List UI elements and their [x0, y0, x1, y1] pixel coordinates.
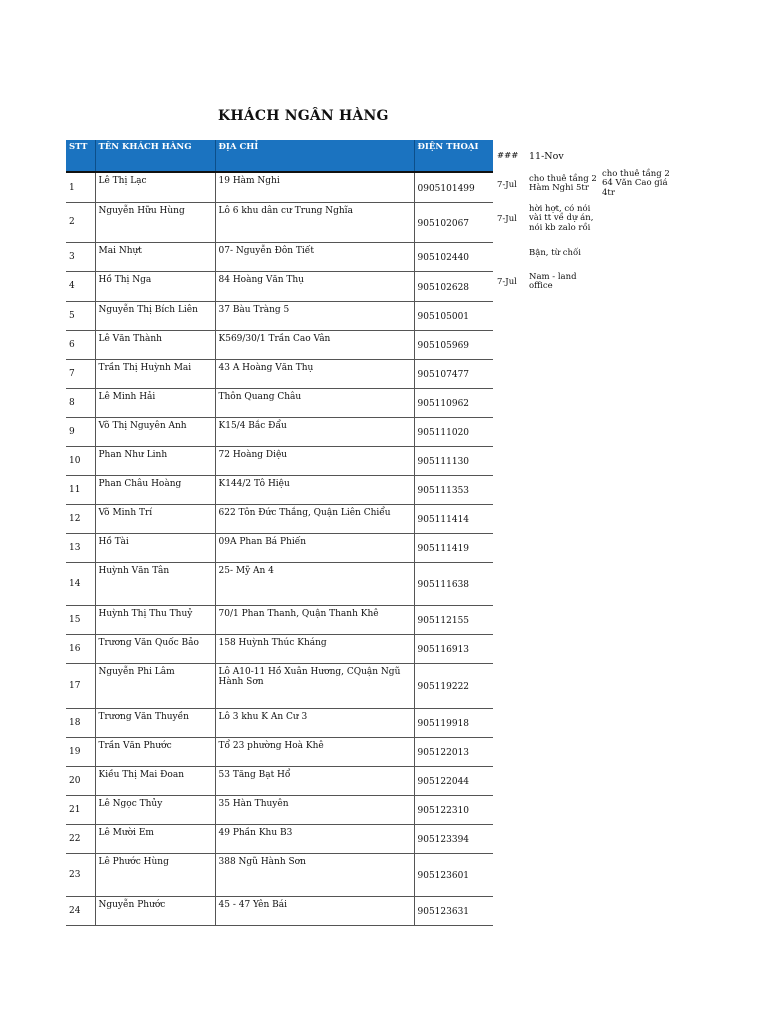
- table-row: [66, 853, 493, 896]
- table-row: [66, 202, 493, 242]
- row1-note-b: cho thuê tầng 2 64 Văn Cao giá 4tr: [602, 169, 670, 198]
- row-stt: 18: [66, 708, 95, 737]
- row-address: 84 Hoàng Văn Thụ: [215, 271, 414, 301]
- row-name: Huỳnh Thị Thu Thuỷ: [95, 605, 215, 634]
- table-row: [66, 359, 493, 388]
- row-name: Trương Văn Thuyền: [95, 708, 215, 737]
- row-name: Phan Như Linh: [95, 446, 215, 475]
- row-address: 72 Hoàng Diệu: [215, 446, 414, 475]
- table-row: [66, 388, 493, 417]
- row-stt: 10: [66, 446, 95, 475]
- col-header-name: TÊN KHÁCH HÀNG: [95, 140, 215, 172]
- table-row: [66, 737, 493, 766]
- row-name: Kiều Thị Mai Đoan: [95, 766, 215, 795]
- row-phone: 0905101499: [414, 172, 493, 202]
- row-name: Lê Phước Hùng: [95, 853, 215, 896]
- row-name: Nguyễn Phước: [95, 896, 215, 925]
- row-address: Lô 6 khu dân cư Trung Nghĩa: [215, 202, 414, 242]
- row-address: 49 Phần Khu B3: [215, 824, 414, 853]
- row-stt: 21: [66, 795, 95, 824]
- row-stt: 2: [66, 202, 95, 242]
- row-stt: 15: [66, 605, 95, 634]
- table-header-row: [66, 140, 493, 172]
- row-phone: 905119918: [414, 708, 493, 737]
- row-phone: 905122044: [414, 766, 493, 795]
- row-phone: 905102440: [414, 242, 493, 271]
- row-address: Lô A10-11 Hồ Xuân Hương, CQuận Ngũ Hành Sơn: [215, 663, 414, 708]
- row-name: Nguyễn Phi Lâm: [95, 663, 215, 708]
- row3-note: Bận, từ chối: [529, 248, 581, 258]
- row-phone: 905111130: [414, 446, 493, 475]
- row1-date: 7-Jul: [497, 180, 517, 190]
- row-phone: 905119222: [414, 663, 493, 708]
- row-name: Nguyễn Hữu Hùng: [95, 202, 215, 242]
- row-stt: 24: [66, 896, 95, 925]
- row-address: 70/1 Phan Thanh, Quận Thanh Khê: [215, 605, 414, 634]
- table-row: [66, 533, 493, 562]
- row-name: Nguyễn Thị Bích Liên: [95, 301, 215, 330]
- table-row: [66, 824, 493, 853]
- row-stt: 17: [66, 663, 95, 708]
- table-row: [66, 242, 493, 271]
- row-stt: 14: [66, 562, 95, 605]
- row-stt: 6: [66, 330, 95, 359]
- row-name: Hồ Tài: [95, 533, 215, 562]
- row-phone: 905105001: [414, 301, 493, 330]
- row-stt: 7: [66, 359, 95, 388]
- row-stt: 19: [66, 737, 95, 766]
- table-row: [66, 417, 493, 446]
- row-name: Lê Minh Hải: [95, 388, 215, 417]
- table-row: [66, 795, 493, 824]
- row-address: Lô 3 khu K An Cư 3: [215, 708, 414, 737]
- row-address: 19 Hàm Nghi: [215, 172, 414, 202]
- row-name: Mai Nhựt: [95, 242, 215, 271]
- customer-table: [66, 140, 493, 926]
- row-phone: 905122013: [414, 737, 493, 766]
- row-stt: 4: [66, 271, 95, 301]
- row-name: Trần Thị Huỳnh Mai: [95, 359, 215, 388]
- row-address: 388 Ngũ Hành Sơn: [215, 853, 414, 896]
- row-name: Lê Mười Em: [95, 824, 215, 853]
- table-row: [66, 605, 493, 634]
- table-row: [66, 446, 493, 475]
- row-address: 37 Bàu Tràng 5: [215, 301, 414, 330]
- row-stt: 9: [66, 417, 95, 446]
- row-phone: 905123631: [414, 896, 493, 925]
- table-row: [66, 634, 493, 663]
- row-stt: 22: [66, 824, 95, 853]
- row-phone: 905105969: [414, 330, 493, 359]
- row-phone: 905111020: [414, 417, 493, 446]
- row-phone: 905102628: [414, 271, 493, 301]
- row-address: 35 Hàn Thuyên: [215, 795, 414, 824]
- row-address: 07- Nguyễn Đôn Tiết: [215, 242, 414, 271]
- row-name: Trương Văn Quốc Bảo: [95, 634, 215, 663]
- table-row: [66, 663, 493, 708]
- row1-note-a: cho thuê tầng 2 Hàm Nghi 5tr: [529, 174, 597, 194]
- table-row: [66, 708, 493, 737]
- table-row: [66, 172, 493, 202]
- col-header-stt: STT: [66, 140, 95, 172]
- row-name: Trần Văn Phước: [95, 737, 215, 766]
- row-name: Lê Văn Thành: [95, 330, 215, 359]
- row-address: Tổ 23 phường Hoà Khê: [215, 737, 414, 766]
- row-address: 25- Mỹ An 4: [215, 562, 414, 605]
- row-phone: 905123601: [414, 853, 493, 896]
- row-stt: 20: [66, 766, 95, 795]
- table-row: [66, 330, 493, 359]
- row-name: Lê Ngọc Thủy: [95, 795, 215, 824]
- page-title: KHÁCH NGÂN HÀNG: [218, 108, 389, 124]
- row-address: 622 Tôn Đức Thắng, Quận Liên Chiểu: [215, 504, 414, 533]
- row-name: Võ Thị Nguyên Anh: [95, 417, 215, 446]
- row-address: Thôn Quang Châu: [215, 388, 414, 417]
- row-stt: 11: [66, 475, 95, 504]
- row-phone: 905122310: [414, 795, 493, 824]
- row-phone: 905111353: [414, 475, 493, 504]
- row-address: 53 Tăng Bạt Hổ: [215, 766, 414, 795]
- row2-date: 7-Jul: [497, 214, 517, 224]
- table-row: [66, 504, 493, 533]
- row-phone: 905110962: [414, 388, 493, 417]
- row-address: 43 A Hoàng Văn Thụ: [215, 359, 414, 388]
- row-stt: 5: [66, 301, 95, 330]
- row-name: Võ Minh Trí: [95, 504, 215, 533]
- table-row: [66, 301, 493, 330]
- table-row: [66, 271, 493, 301]
- table-row: [66, 562, 493, 605]
- row-name: Huỳnh Văn Tân: [95, 562, 215, 605]
- row-stt: 23: [66, 853, 95, 896]
- row-address: K15/4 Bắc Đẩu: [215, 417, 414, 446]
- table-row: [66, 475, 493, 504]
- row-address: 09A Phan Bá Phiến: [215, 533, 414, 562]
- row-stt: 3: [66, 242, 95, 271]
- date-header: 11-Nov: [529, 151, 564, 162]
- row-phone: 905111414: [414, 504, 493, 533]
- row-stt: 1: [66, 172, 95, 202]
- row-address: 158 Huỳnh Thúc Kháng: [215, 634, 414, 663]
- row-stt: 13: [66, 533, 95, 562]
- row-phone: 905102067: [414, 202, 493, 242]
- row-stt: 8: [66, 388, 95, 417]
- row-address: K569/30/1 Trần Cao Vân: [215, 330, 414, 359]
- row-phone: 905112155: [414, 605, 493, 634]
- table-row: [66, 766, 493, 795]
- row4-note: Nam - land office: [529, 272, 577, 292]
- row-phone: 905123394: [414, 824, 493, 853]
- row-name: Hồ Thị Nga: [95, 271, 215, 301]
- row-address: K144/2 Tô Hiệu: [215, 475, 414, 504]
- col-header-address: ĐỊA CHỈ: [215, 140, 414, 172]
- row-name: Lê Thị Lạc: [95, 172, 215, 202]
- row-name: Phan Châu Hoàng: [95, 475, 215, 504]
- hash-marker: ###: [497, 151, 519, 161]
- row-phone: 905116913: [414, 634, 493, 663]
- table-row: [66, 896, 493, 925]
- row-phone: 905111419: [414, 533, 493, 562]
- row-stt: 12: [66, 504, 95, 533]
- row2-note: hời hợt, có nói vài tt về dự án, nói kb zalo rồi: [529, 204, 594, 233]
- row-phone: 905111638: [414, 562, 493, 605]
- col-header-phone: ĐIỆN THOẠI: [414, 140, 493, 172]
- row4-date: 7-Jul: [497, 277, 517, 287]
- row-address: 45 - 47 Yên Bái: [215, 896, 414, 925]
- row-stt: 16: [66, 634, 95, 663]
- row-phone: 905107477: [414, 359, 493, 388]
